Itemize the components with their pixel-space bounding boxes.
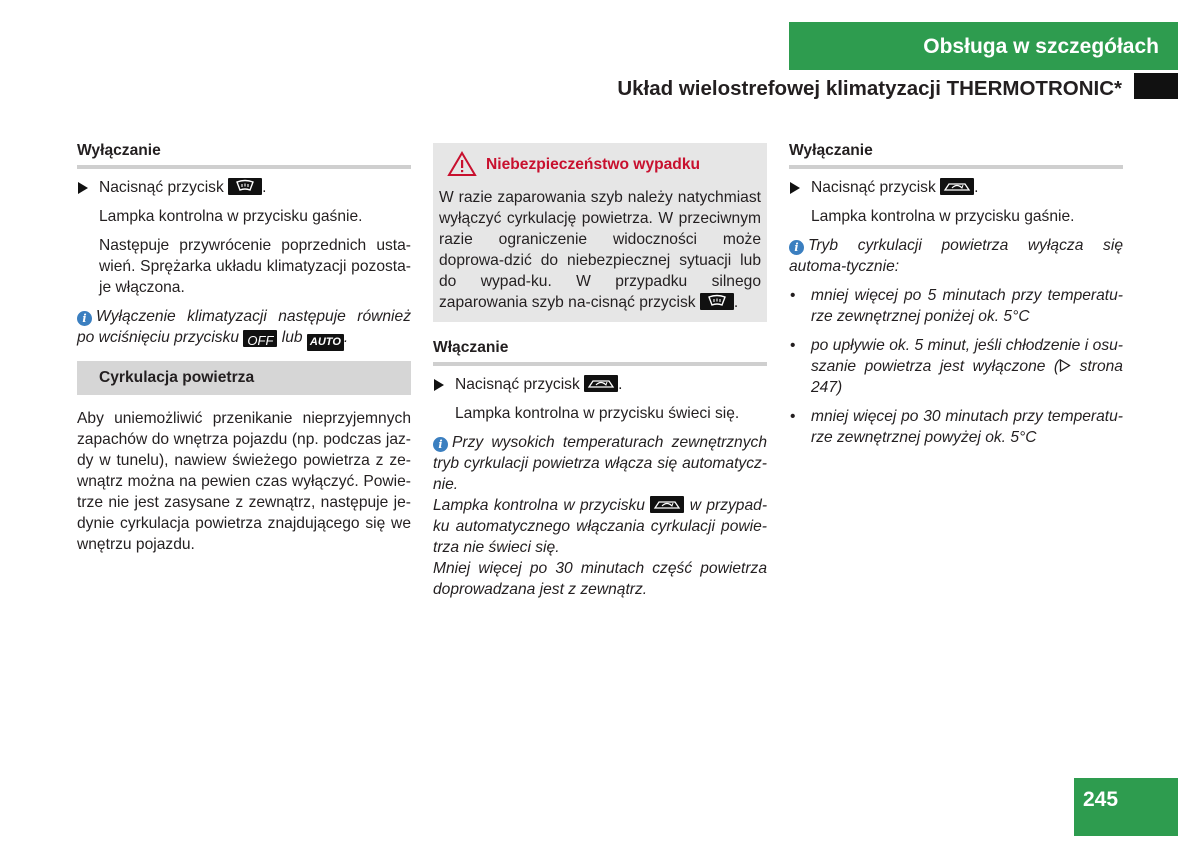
text-lamp-off: Lampka kontrolna w przycisku gaśnie. <box>99 208 363 225</box>
warning-box <box>433 143 767 322</box>
info-text: Wyłączenie klimatyzacji następuje również po wciśnięciu przycisku <box>77 308 411 346</box>
column-middle <box>433 140 767 600</box>
off-key-label: OFF <box>243 330 277 347</box>
step-arrow-icon <box>434 379 444 391</box>
warning-body: W razie zaparowania szyb należy natychmiast wyłączyć cyrkulację powietrza. W przeciwnym razie ograniczenie widoczności może doprowa-dzić do niebezpiecznej sytuacji lub do wypad-ku. W przypadku silnego zaparowania szyb na-cisnąć przycisk . <box>439 189 761 311</box>
info-text-a: Przy wysokich temperaturach zewnętrznych tryb cyrkulacji powietrza włącza się automatycz-nie. <box>433 434 767 493</box>
warning-text: W razie zaparowania szyb należy natychmiast wyłączyć cyrkulację powietrza. W przeciwnym razie ograniczenie widoczności może doprowa-dzić do niebezpiecznej sytuacji lub do wypad-ku. W przypadku silnego zaparowania szyb na-cisnąć przycisk <box>439 189 761 311</box>
step-text: Nacisnąć przycisk <box>455 376 580 393</box>
info-text-b1: Lampka kontrolna w przycisku <box>433 497 645 514</box>
page-subtitle: Układ wielostrefowej klimatyzacji THERMOTRONIC* <box>617 77 1122 100</box>
list-item: • mniej więcej po 30 minutach przy temperatu-rze zewnętrznej powyżej ok. 5°C <box>789 406 1123 448</box>
defrost-button-icon <box>700 293 734 310</box>
page-reference[interactable]: strona 247) <box>811 358 1123 396</box>
heading-wylaczanie-2: Wyłączanie <box>789 140 1123 169</box>
step-press-recirculation-off: Nacisnąć przycisk . <box>789 177 1123 198</box>
info-text: Tryb cyrkulacji powietrza wyłącza się automa-tycznie: <box>789 237 1123 275</box>
defrost-button-icon <box>228 178 262 195</box>
info-icon: i <box>77 311 92 326</box>
step-text: Nacisnąć przycisk <box>811 179 936 196</box>
arrow-right-icon <box>1059 359 1071 372</box>
step-press-defrost: Nacisnąć przycisk . <box>77 177 411 198</box>
text-lamp-off-2: Lampka kontrolna w przycisku gaśnie. <box>811 208 1075 225</box>
info-note-auto-off <box>789 235 1123 277</box>
warning-header <box>447 151 761 177</box>
column-right <box>789 140 1123 456</box>
step-press-recirculation: Nacisnąć przycisk . <box>433 374 767 395</box>
info-text-b2: w przypad-ku automatycznego włączania cyrkulacji powie-trza nie świeci się. <box>433 497 768 556</box>
info-icon: i <box>433 437 448 452</box>
page-number: 245 <box>1074 778 1178 836</box>
bullet2-text-a: po upływie ok. 5 minut, jeśli chłodzenie i osu-szanie powietrza jest wyłączone ( <box>811 337 1123 375</box>
column-left <box>77 140 411 563</box>
recirculation-button-icon <box>650 496 684 513</box>
heading-wylaczanie: Wyłączanie <box>77 140 411 169</box>
heading-wlaczanie: Włączanie <box>433 337 767 366</box>
text-cyrkulacja: Aby uniemożliwić przenikanie nieprzyjemnych zapachów do wnętrza pojazdu (np. podczas jaz-dy w tunelu), nawiew świeżego powietrza z ze-wnątrz można na pewien czas wyłączyć. Powie-trze nie jest zasysane z zewnątrz, następuje je-dynie cyrkulacja powietrza znajdującego się we wnętrzu pojazdu. <box>77 410 411 553</box>
info-lub: lub <box>281 329 303 346</box>
heading-cyrkulacja: Cyrkulacja powietrza <box>77 361 411 395</box>
step-arrow-icon <box>790 182 800 194</box>
step-arrow-icon <box>78 182 88 194</box>
recirculation-button-icon <box>584 375 618 392</box>
list-item: • mniej więcej po 5 minutach przy temperatu-rze zewnętrznej poniżej ok. 5°C <box>789 285 1123 327</box>
section-tab <box>789 22 1178 70</box>
list-item <box>789 335 1123 398</box>
recirculation-button-icon <box>940 178 974 195</box>
conditions-list <box>789 285 1123 448</box>
warning-triangle-icon <box>447 151 477 177</box>
section-title: Obsługa w szczegółach <box>923 34 1159 58</box>
info-note-off: i Wyłączenie klimatyzacji następuje również po wciśnięciu przycisku OFF lub AUTO . <box>77 306 411 351</box>
text-lamp-on: Lampka kontrolna w przycisku świeci się. <box>455 405 740 422</box>
info-note-auto <box>433 432 767 600</box>
subtitle-marker <box>1134 73 1178 99</box>
info-text-c: Mniej więcej po 30 minutach część powietrza doprowadzana jest z zewnątrz. <box>433 560 767 598</box>
warning-title: Niebezpieczeństwo wypadku <box>486 155 701 173</box>
text-restore: Następuje przywrócenie poprzednich usta-wień. Sprężarka układu klimatyzacji pozosta-je włączona. <box>99 237 411 296</box>
step-text: Nacisnąć przycisk <box>99 179 224 196</box>
info-icon: i <box>789 240 804 255</box>
auto-key-label: AUTO <box>307 334 344 351</box>
